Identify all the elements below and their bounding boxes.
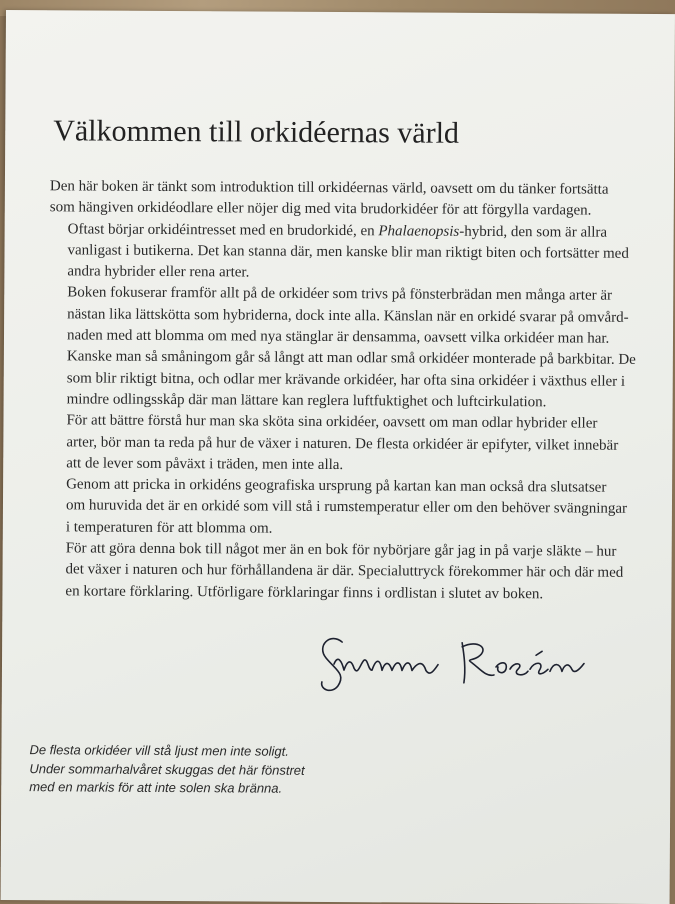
text-line: Den här boken är tänkt som introduktion till orkidéernas värld, oavsett om du tänker fortsätta <box>49 178 609 198</box>
text-line: som hängiven orkidéodlare eller nöjer dig med vita brudorkidéer för att förgylla vardagen. <box>49 199 592 219</box>
text-line: om huruvida det är en orkidé som vill stå i rumstemperatur eller om den behöver svängningar <box>65 497 628 518</box>
caption-line: De flesta orkidéer vill stå ljust men inte soligt. <box>29 742 289 759</box>
paragraph-6 <box>47 538 663 606</box>
text-line: arter, bör man ta reda på hur de växer i naturen. De flesta orkidéer är epifyter, vilket innebär <box>66 433 619 454</box>
text-line: För att bättre förstå hur man ska sköta sina orkidéer, oavsett om man odlar hybrider eller <box>66 412 598 432</box>
paragraph-2 <box>49 219 665 287</box>
text-line: nästan lika lättskötta som hybriderna, dock inte alla. Känslan när en orkidé svarar på omvård- <box>67 306 629 326</box>
text-line: i temperaturen för att blomma om. <box>65 519 273 537</box>
text-line: För att göra denna bok till något mer än en bok för nybörjare går jag in på varje släkte – hur <box>65 540 617 560</box>
text-line: att de lever som påväxt i träden, men inte alla. <box>66 455 344 473</box>
text-line: en kortare förklaring. Utförligare förklaringar finns i ordlistan i slutet av boken. <box>65 583 544 602</box>
page-title: Välkommen till orkidéernas värld <box>53 114 460 150</box>
text-line: Genom att pricka in orkidéns geografiska ursprung på kartan kan man också dra slutsatser <box>66 476 607 496</box>
genus-name: Phalaenopsis <box>378 222 460 240</box>
paragraph-1 <box>50 176 666 222</box>
caption-line: Under sommarhalvåret skuggas det här fönstret <box>29 760 305 778</box>
body-text <box>47 176 666 606</box>
text-line: andra hybrider eller rena arter. <box>67 263 250 281</box>
handwritten-signature <box>312 624 602 701</box>
text-line: vanligast i butikerna. Det kan stanna där, men kanske blir man riktigt biten och fortsätter med <box>67 242 629 262</box>
text-line: som blir riktigt bitna, och odlar mer krävande orkidéer, har ofta sina orkidéer i växthus eller i <box>66 370 626 390</box>
paragraph-5 <box>48 474 664 542</box>
text-line: Kanske man så småningom går så långt att man odlar små orkidéer monterade på barkbitar. De <box>66 348 636 369</box>
text-line: Oftast börjar orkidéintresset med en brudorkidé, en Phalaenopsis-hybrid, den som är allra <box>67 220 608 241</box>
text-line: mindre odlingsskåp där man lättare kan reglera luftfuktighet och luftcirkulation. <box>66 391 547 411</box>
text-line: naden med att blomma om med nya stänglar är densamma, oavsett vilka orkidéer man har. <box>66 327 610 347</box>
text-line: det växer i naturen och hur förhållandena är där. Specialuttryck förekommer här och där med <box>65 561 624 582</box>
caption-line: med en markis för att inte solen ska bränna. <box>29 779 283 796</box>
photo-caption <box>29 741 305 798</box>
paragraph-4 <box>48 411 664 479</box>
book-page <box>1 10 675 904</box>
text-line: Boken fokuserar framför allt på de orkidéer som trivs på fönsterbrädan men många arter är <box>67 284 613 305</box>
paragraph-3 <box>49 283 666 415</box>
